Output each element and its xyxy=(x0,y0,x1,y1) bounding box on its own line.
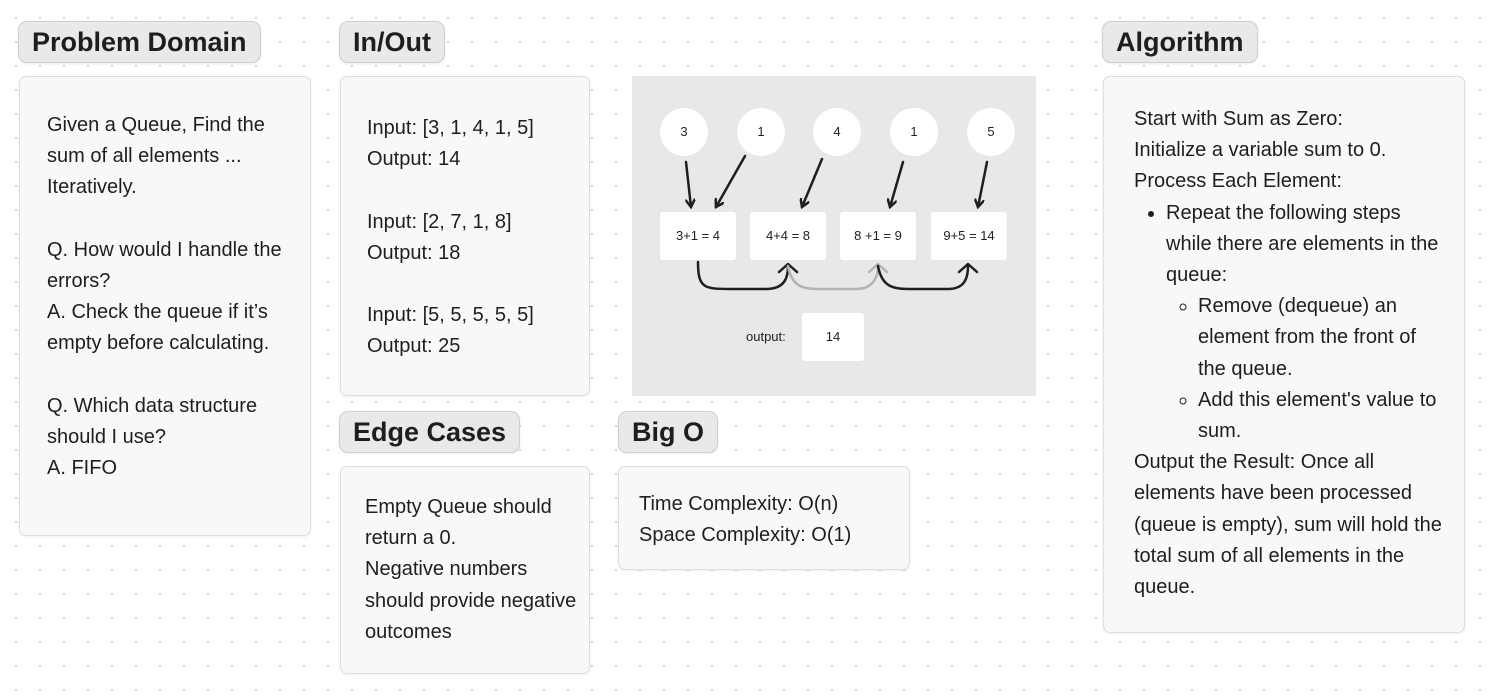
queue-element-5: 5 xyxy=(967,108,1015,156)
time-complexity: Time Complexity: O(n) xyxy=(639,493,839,515)
queue-element-1: 3 xyxy=(660,108,708,156)
algorithm-repeat-text: Repeat the following steps while there are elements in the queue: xyxy=(1166,201,1439,287)
algorithm-step-2-list xyxy=(1134,198,1446,448)
output-label: output: xyxy=(746,329,786,344)
algorithm-card xyxy=(1103,76,1465,633)
arrow-element-2 xyxy=(716,156,745,207)
edge-case-negative: Negative numbers should provide negative outcomes xyxy=(365,558,577,643)
edge-cases-title: Edge Cases xyxy=(339,411,520,453)
question-errors: Q. How would I handle the errors? xyxy=(47,238,282,292)
big-o-card xyxy=(618,466,910,570)
arrow-element-1 xyxy=(686,162,691,207)
arrow-element-4 xyxy=(890,162,903,207)
algorithm-step-1-text: Initialize a variable sum to 0. xyxy=(1134,139,1387,162)
edge-case-empty: Empty Queue should return a 0. xyxy=(365,496,552,550)
problem-domain-title: Problem Domain xyxy=(18,21,261,63)
queue-element-4: 1 xyxy=(890,108,938,156)
carry-arrow-3 xyxy=(878,264,977,289)
in-out-card xyxy=(340,76,590,396)
question-data-structure: Q. Which data structure should I use? xyxy=(47,394,258,448)
example-3-output: Output: 25 xyxy=(367,335,461,358)
algorithm-repeat-bullet xyxy=(1166,198,1446,448)
answer-data-structure: A. FIFO xyxy=(47,457,117,480)
edge-cases-card xyxy=(340,466,590,674)
algorithm-substep-dequeue: ◦ Remove (dequeue) an element from the front of the queue. xyxy=(1198,291,1446,385)
example-3-input: Input: [5, 5, 5, 5, 5] xyxy=(367,304,534,327)
algorithm-step-3: Output the Result: Once all elements have been processed (queue is empty), sum will hold the total sum of all elements in the queue. xyxy=(1134,451,1442,599)
big-o-title: Big O xyxy=(618,411,718,453)
in-out-title: In/Out xyxy=(339,21,445,63)
example-2-input: Input: [2, 7, 1, 8] xyxy=(367,210,512,233)
answer-errors: A. Check the queue if it’s empty before calculating. xyxy=(47,301,270,355)
problem-statement: Given a Queue, Find the sum of all elements ... Iteratively. xyxy=(47,114,265,199)
queue-sum-diagram xyxy=(632,76,1036,396)
algorithm-substeps xyxy=(1166,291,1446,447)
algorithm-step-2-title: Process Each Element: xyxy=(1134,170,1342,193)
example-2-output: Output: 18 xyxy=(367,241,461,264)
output-value: 14 xyxy=(802,313,864,361)
partial-sum-3: 8 +1 = 9 xyxy=(840,212,916,260)
carry-arrow-2 xyxy=(788,264,887,289)
partial-sum-1: 3+1 = 4 xyxy=(660,212,736,260)
example-1-output: Output: 14 xyxy=(367,148,461,171)
partial-sum-2: 4+4 = 8 xyxy=(750,212,826,260)
queue-element-3: 4 xyxy=(813,108,861,156)
arrow-element-3 xyxy=(802,159,822,207)
queue-element-2: 1 xyxy=(737,108,785,156)
arrow-element-5 xyxy=(978,162,987,207)
space-complexity: Space Complexity: O(1) xyxy=(639,524,852,547)
carry-arrow-1 xyxy=(698,262,797,289)
algorithm-step-1-title: Start with Sum as Zero: xyxy=(1134,108,1343,130)
algorithm-title: Algorithm xyxy=(1102,21,1258,63)
problem-domain-card xyxy=(19,76,311,536)
partial-sum-4: 9+5 = 14 xyxy=(931,212,1007,260)
algorithm-substep-add: ◦ Add this element's value to sum. xyxy=(1198,385,1446,447)
example-1-input: Input: [3, 1, 4, 1, 5] xyxy=(367,117,534,139)
